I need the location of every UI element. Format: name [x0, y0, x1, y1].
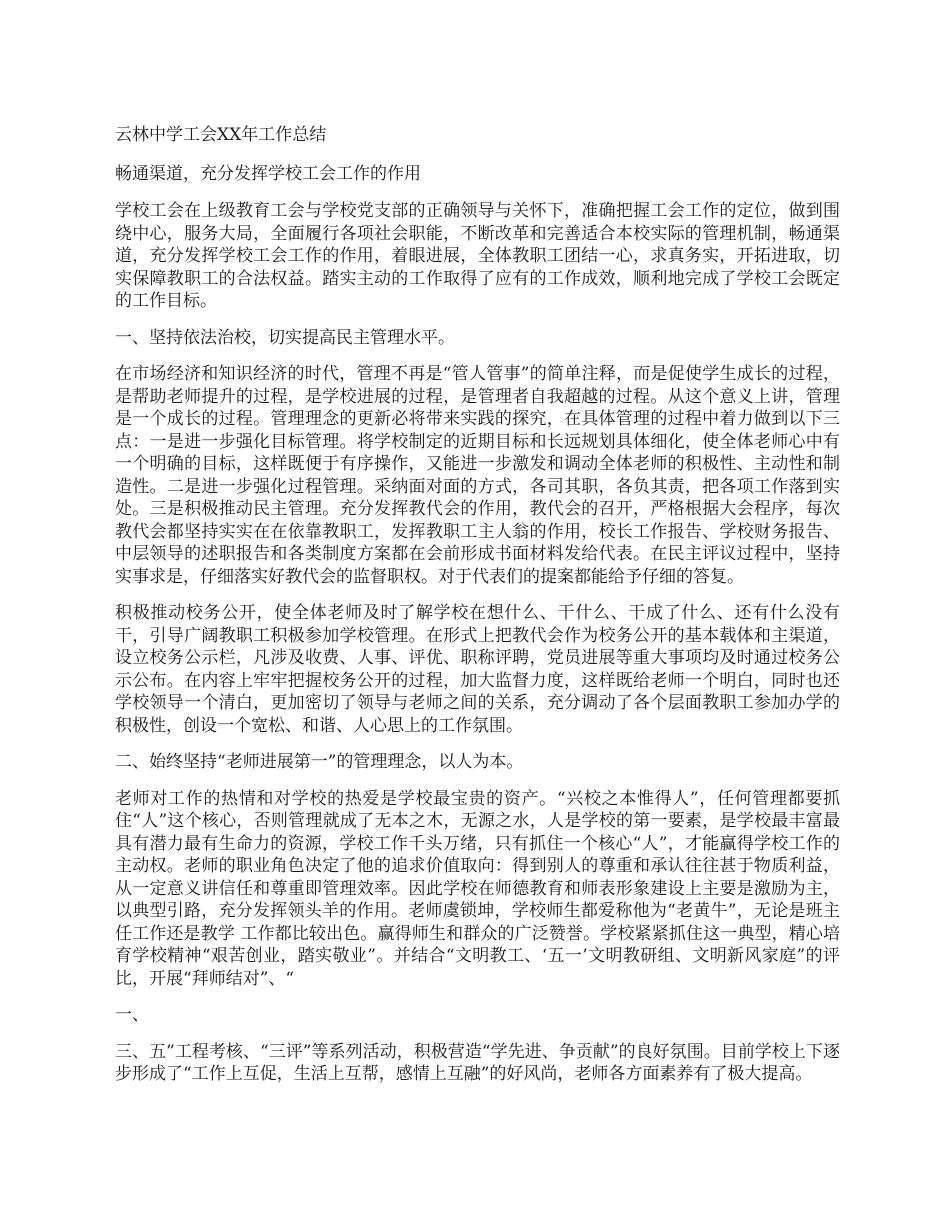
fragment-line: 一、 [115, 1005, 149, 1025]
intro-paragraph: 学校工会在上级教育工会与学校党支部的正确领导与关怀下，准确把握工会工作的定位，做到围绕中心，服务大局，全面履行各项社会职能，不断改革和完善适合本校实际的管理机制，畅通渠道，充分发挥学校工会工作的作用，着眼进展，全体教职工团结一心，求真务实，开拓进取，切实保障教职工的合法权益。踏实主动的工作取得了应有的工作成效，顺利地完成了学校工会既定的工作目标。 [115, 201, 840, 311]
section-heading-2: 二、始终坚持“老师进展第一”的管理理念，以人为本。 [115, 752, 524, 772]
document-page [115, 124, 840, 1100]
paragraph-management: 在市场经济和知识经济的时代，管理不再是“管人管事”的简单注释，而是促使学生成长的过程，是帮助老师提升的过程，是学校进展的过程，是管理者自我超越的过程。从这个意义上讲，管理是一个成长的过程。管理理念的更新必将带来实践的探究，在具体管理的过程中着力做到以下三点：一是进一步强化目标管理。将学校制定的近期目标和长远规划具体细化，使全体老师心中有一个明确的目标，这样既便于有序操作，又能进一步激发和调动全体老师的积极性、主动性和制造性。二是进一步强化过程管理。采纳面对面的方式，各司其职，各负其责，把各项工作落到实处。三是积极推动民主管理。充分发挥教代会的作用，教代会的召开，严格根据大会程序，每次教代会都坚持实实在在依靠教职工，发挥教职工主人翁的作用，校长工作报告、学校财务报告、中层领导的述职报告和各类制度方案都在会前形成书面材料发给代表。在民主评议过程中，坚持实事求是，仔细落实好教代会的监督职权。对于代表们的提案都能给予仔细的答复。 [115, 364, 840, 587]
paragraph-school-affairs: 积极推动校务公开，使全体老师及时了解学校在想什么、干什么、干成了什么、还有什么没有干，引导广阔教职工积极参加学校管理。在形式上把教代会作为校务公开的基本载体和主渠道，设立校务公示栏，凡涉及收费、人事、评优、职称评聘，党员进展等重大事项均及时通过校务公示公布。在内容上牢牢把握校务公开的过程，加大监督力度，这样既给老师一个明白，同时也还学校领导一个清白，更加密切了领导与老师之间的关系，充分调动了各个层面教职工参加办学的积极性，创设一个宽松、和谐、人心思上的工作氛围。 [115, 603, 840, 736]
paragraph-teachers: 老师对工作的热情和对学校的热爱是学校最宝贵的资产。“兴校之本惟得人”，任何管理都要抓住“人”这个核心，否则管理就成了无本之木，无源之水，人是学校的第一要素，是学校最丰富最具有潜力最有生命力的资源，学校工作千头万绪，只有抓住一个核心“人”，才能赢得学校工作的主动权。老师的职业角色决定了他的追求价值取向：得到别人的尊重和承认往往甚于物质利益，从一定意义讲信任和尊重即管理效率。因此学校在师德教育和师表形象建设上主要是激励为主，以典型引路，充分发挥领头羊的作用。老师虞锁坤，学校师生都爱称他为“老黄牛”，无论是班主任工作还是教学 工作都比较出色。赢得师生和群众的广泛赞誉。学校紧紧抓住这一典型，精心培育学校精神“艰苦创业，踏实敬业”。并结合“文明教工、‘五一’文明教研组、文明新风家庭”的评比，开展“拜师结对”、“ [115, 788, 840, 989]
document-subtitle: 畅通渠道，充分发挥学校工会工作的作用 [115, 163, 421, 184]
paragraph-activities: 三、五”工程考核、“三评”等系列活动，积极营造“学先进、争贡献”的良好氛围。目前学校上下逐步形成了“工作上互促，生活上互帮，感情上互融”的好风尚，老师各方面素养有了极大提高。 [115, 1041, 840, 1084]
document-title: 云林中学工会XX年工作总结 [115, 125, 327, 145]
section-heading-1: 一、坚持依法治校，切实提高民主管理水平。 [115, 327, 455, 348]
